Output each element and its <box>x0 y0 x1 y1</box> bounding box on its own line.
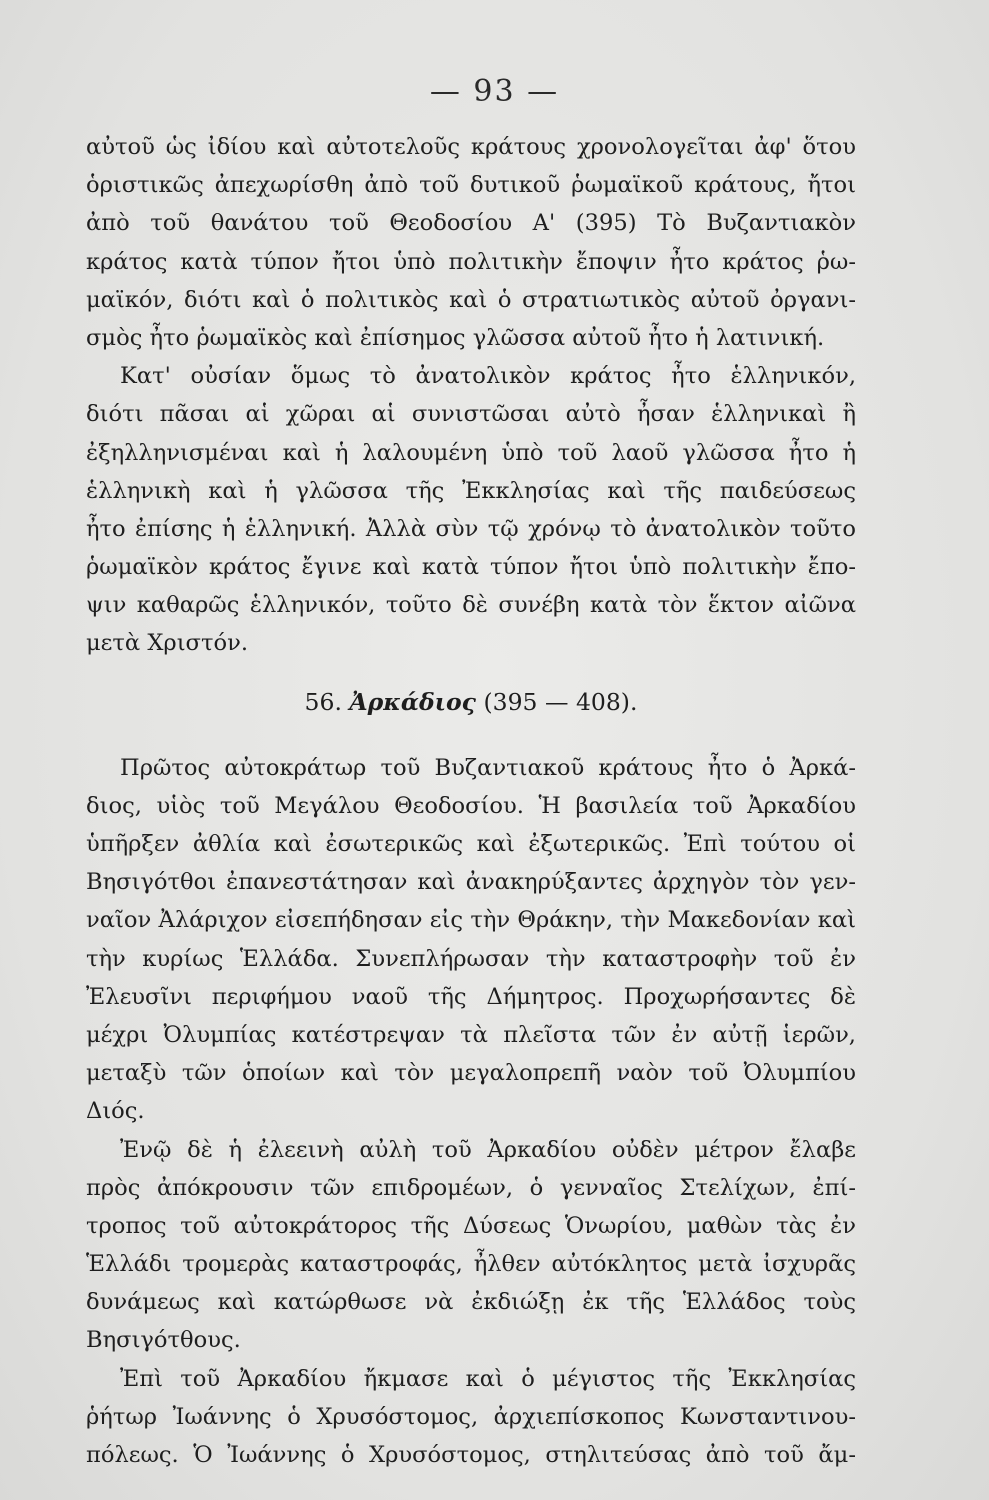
paragraph-1 <box>86 128 856 357</box>
text-line: ψιν καθαρῶς ἑλληνικόν, τοῦτο δὲ συνέβη κατὰ τὸν ἕκτον αἰῶνα <box>86 592 856 619</box>
text-line: μαϊκόν, διότι καὶ ὁ πολιτικὸς καὶ ὁ στρατιωτικὸς αὐτοῦ ὀργανι- <box>86 286 856 313</box>
text-line: σμὸς ἦτο ῥωμαϊκὸς καὶ ἐπίσημος γλῶσσα αὐτοῦ ἦτο ἡ λατινική. <box>86 324 825 351</box>
text-line: πρὸς ἀπόκρουσιν τῶν επιδρομέων, ὁ γενναῖος Στελίχων, ἐπί- <box>86 1174 856 1201</box>
text-line: Ἐνῷ δὲ ἡ ἐλεεινὴ αὐλὴ τοῦ Ἀρκαδίου οὐδὲν μέτρον ἔλαβε <box>120 1136 856 1163</box>
page-number: — 93 — <box>429 74 560 109</box>
text-line: ἦτο ἐπίσης ἡ ἑλληνική. Ἀλλὰ σὺν τῷ χρόνῳ τὸ ἀνατολικὸν τοῦτο <box>86 515 856 542</box>
section-number: 56. <box>304 687 342 716</box>
section-title: Ἀρκάδιος <box>349 687 476 716</box>
paragraph-2 <box>86 357 856 663</box>
section-dates: (395 — 408). <box>483 687 638 716</box>
text-line: ναῖον Ἀλάριχον εἰσεπήδησαν εἰς τὴν Θράκην, τὴν Μακεδονίαν καὶ <box>86 907 856 934</box>
text-line: Ἑλλάδι τρομερὰς καταστροφάς, ἦλθεν αὐτόκλητος μετὰ ἰσχυρᾶς <box>86 1251 856 1278</box>
heading-spacer <box>86 731 856 749</box>
text-line: μέχρι Ὀλυμπίας κατέστρεψαν τὰ πλεῖστα τῶν ἐν αὐτῇ ἱερῶν, <box>86 1021 856 1048</box>
text-line: ὑπῆρξεν ἀθλία καὶ ἐσωτερικῶς καὶ ἐξωτερικῶς. Ἐπὶ τούτου οἱ <box>86 831 856 857</box>
text-line: διος, υἱὸς τοῦ Μεγάλου Θεοδοσίου. Ἡ βασιλεία τοῦ Ἀρκαδίου <box>86 792 856 819</box>
text-line: κράτος κατὰ τύπον ἤτοι ὑπὸ πολιτικὴν ἔποψιν ἦτο κράτος ῥω- <box>86 248 856 275</box>
text-line: μεταξὺ τῶν ὁποίων καὶ τὸν μεγαλοπρεπῆ ναὸν τοῦ Ὀλυμπίου <box>86 1060 856 1087</box>
text-line: Ἐλευσῖνι περιφήμου ναοῦ τῆς Δήμητρος. Προχωρήσαντες δὲ <box>86 983 856 1010</box>
text-line: Πρῶτος αὐτοκράτωρ τοῦ Βυζαντιακοῦ κράτους ἦτο ὁ Ἀρκά- <box>120 754 856 781</box>
text-line: ῥωμαϊκὸν κράτος ἔγινε καὶ κατὰ τύπον ἤτοι ὑπὸ πολιτικὴν ἔπο- <box>86 554 856 581</box>
text-line: Βησιγότθους. <box>86 1327 241 1354</box>
text-line: Διός. <box>86 1098 145 1125</box>
text-line: μετὰ Χριστόν. <box>86 630 248 657</box>
text-line: πόλεως. Ὁ Ἰωάννης ὁ Χρυσόστομος, στηλιτεύσας ἀπὸ τοῦ ἄμ- <box>86 1442 856 1468</box>
text-line: αὐτοῦ ὡς ἰδίου καὶ αὐτοτελοῦς κράτους χρονολογεῖται ἀφ' ὅτου <box>86 134 856 160</box>
paragraph-4 <box>86 1131 856 1360</box>
paragraph-3 <box>86 749 856 1131</box>
text-line: Ἐπὶ τοῦ Ἀρκαδίου ἤκμασε καὶ ὁ μέγιστος τῆς Ἐκκλησίας <box>120 1365 856 1392</box>
text-line: ῥήτωρ Ἰωάννης ὁ Χρυσόστομος, ἀρχιεπίσκοπος Κωνσταντινου- <box>86 1403 856 1430</box>
text-line: Κατ' οὐσίαν ὅμως τὸ ἀνατολικὸν κράτος ἦτο ἑλληνικόν, <box>120 363 856 390</box>
text-line: Βησιγότθοι ἐπανεστάτησαν καὶ ἀνακηρύξαντες ἀρχηγὸν τὸν γεν- <box>86 869 856 896</box>
text-line: δυνάμεως καὶ κατώρθωσε νὰ ἐκδιώξῃ ἐκ τῆς Ἑλλάδος τοὺς <box>86 1289 856 1316</box>
text-line: ὁριστικῶς ἀπεχωρίσθη ἀπὸ τοῦ δυτικοῦ ῥωμαϊκοῦ κράτους, ἤτοι <box>86 172 856 199</box>
text-line: τὴν κυρίως Ἑλλάδα. Συνεπλήρωσαν τὴν καταστροφὴν τοῦ ἐν <box>86 945 856 972</box>
text-line: τροπος τοῦ αὐτοκράτορος τῆς Δύσεως Ὁνωρίου, μαθὼν τὰς ἐν <box>86 1212 856 1239</box>
text-line: ἐξηλληνισμέναι καὶ ἡ λαλουμένη ὑπὸ τοῦ λαοῦ γλῶσσα ἦτο ἡ <box>86 439 856 466</box>
text-line: ἀπὸ τοῦ θανάτου τοῦ Θεοδοσίου Α' (395) Τὸ Βυζαντιακὸν <box>86 210 856 237</box>
text-line: διότι πᾶσαι αἱ χῶραι αἱ συνιστῶσαι αὐτὸ ἦσαν ἑλληνικαὶ ἢ <box>86 401 856 428</box>
text-line: ἑλληνικὴ καὶ ἡ γλῶσσα τῆς Ἐκκλησίας καὶ τῆς παιδεύσεως <box>86 477 856 504</box>
paragraph-5 <box>86 1360 856 1475</box>
section-heading <box>86 663 856 731</box>
body-text <box>86 128 856 1474</box>
